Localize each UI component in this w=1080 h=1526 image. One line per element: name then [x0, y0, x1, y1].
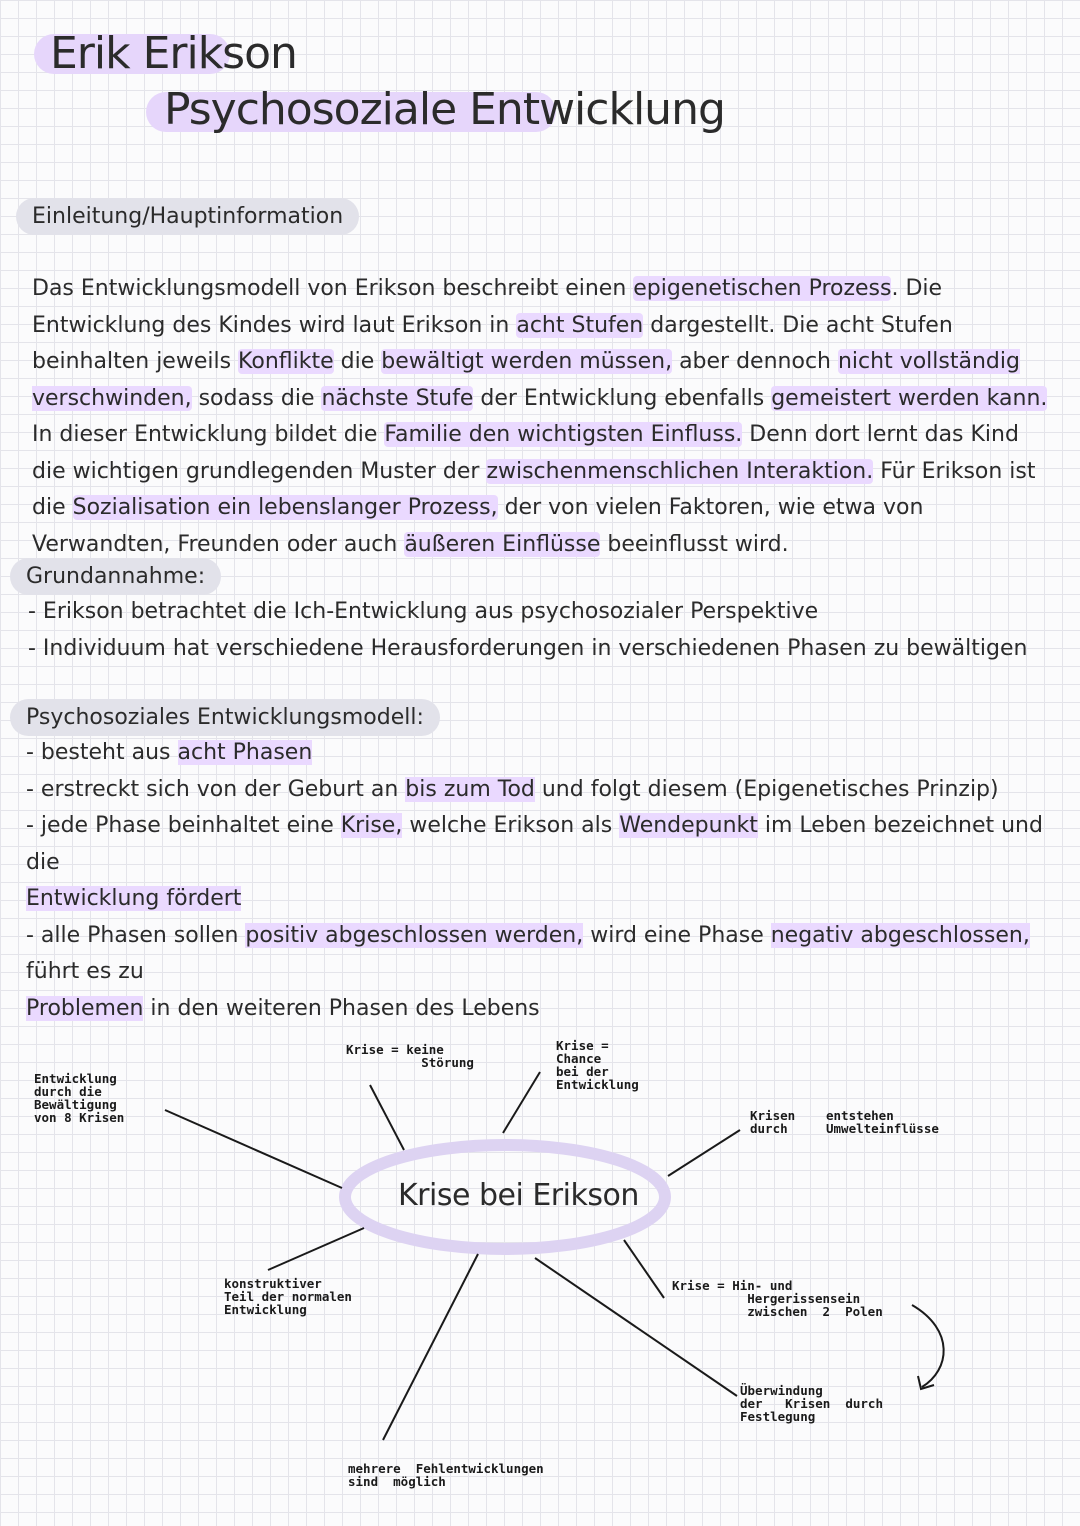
node-line: Umwelteinflüsse	[826, 1121, 939, 1136]
node-line: Entwicklung	[224, 1302, 307, 1317]
node-line: Bewältigung	[34, 1097, 117, 1112]
node-konstruktiver-teil	[224, 1277, 352, 1316]
highlighted-text: epigenetischen Prozess	[633, 276, 892, 301]
node-line: Chance	[556, 1051, 602, 1066]
node-umwelteinfluesse	[826, 1109, 939, 1135]
highlighted-text: Sozialisation ein lebenslanger Prozess,	[72, 495, 498, 520]
connector-n5	[268, 1228, 364, 1270]
node-line: Störung	[346, 1055, 474, 1070]
node-entwicklung	[34, 1072, 124, 1124]
highlighted-text: Entwicklung fördert	[26, 886, 242, 911]
text-segment: Denn dort lernt das Kind die wichtigen grundlegenden Muster der	[32, 422, 1019, 484]
highlighted-text: negativ abgeschlossen,	[770, 922, 1030, 948]
page-subtitle: Psychosoziale Entwicklung	[164, 84, 725, 135]
text-segment: in den weiteren Phasen des Lebens	[143, 995, 540, 1021]
node-line: Teil der normalen	[224, 1289, 352, 1304]
highlighted-text: äußeren Einflüsse	[404, 531, 601, 557]
node-hin-und-hergerissen	[672, 1279, 883, 1318]
connector-n1	[165, 1110, 342, 1188]
grundannahme-item: - Erikson betrachtet die Ich-Entwicklung aus psychosozialer Perspektive	[28, 599, 819, 624]
highlighted-text: gemeistert werden kann.	[771, 385, 1048, 411]
text-segment: - alle Phasen sollen	[26, 922, 246, 948]
text-segment: Für Erikson ist die	[32, 458, 1036, 520]
node-fehlentwicklungen	[348, 1462, 544, 1488]
text-segment: die	[333, 349, 382, 374]
text-segment: - erstreckt sich von der Geburt an	[26, 776, 406, 802]
highlighted-text: nicht vollständig verschwinden,	[32, 349, 1020, 411]
curved-arrow-head	[918, 1376, 934, 1389]
node-line: der Krisen durch	[740, 1396, 883, 1411]
text-segment: sodass die	[191, 385, 322, 411]
node-line: von 8 Krisen	[34, 1110, 125, 1125]
node-krisen-durch	[750, 1109, 795, 1135]
highlighted-text: zwischenmenschlichen Interaktion.	[486, 458, 874, 484]
node-line: entstehen	[826, 1108, 894, 1123]
page-title: Erik Erikson	[50, 28, 297, 79]
node-krise-chance	[556, 1039, 639, 1091]
text-segment: dargestellt. Die acht Stufen beinhalten jeweils	[32, 312, 953, 374]
connector-n6	[624, 1240, 664, 1298]
node-line: Krisen	[750, 1108, 796, 1123]
node-line: Festlegung	[740, 1409, 816, 1424]
text-segment: beeinflusst wird.	[600, 531, 789, 557]
highlighted-text: Krise,	[340, 813, 403, 838]
curved-arrow	[912, 1305, 944, 1387]
node-line: bei der	[556, 1064, 609, 1079]
node-line: Krise =	[556, 1038, 609, 1053]
text-segment: . Die Entwicklung des Kindes wird laut Erikson in	[32, 276, 943, 338]
mindmap-center-label: Krise bei Erikson	[398, 1178, 639, 1213]
text-segment: der von vielen Faktoren, wie etwa von Verwandten, Freunden oder auch	[32, 495, 924, 557]
connector-n2	[370, 1085, 404, 1150]
node-line: zwischen 2 Polen	[672, 1304, 883, 1319]
highlighted-text: Familie den wichtigsten Einfluss.	[384, 422, 743, 447]
highlighted-text: positiv abgeschlossen werden,	[245, 922, 584, 948]
intro-label: Einleitung/Hauptinformation	[16, 198, 359, 235]
highlighted-text: acht Phasen	[177, 740, 313, 765]
text-segment: Das Entwicklungsmodell von Erikson beschreibt einen	[32, 276, 634, 301]
highlighted-text: acht Stufen	[516, 312, 644, 338]
highlighted-text: bis zum Tod	[405, 776, 535, 802]
text-segment: der Entwicklung ebenfalls	[473, 385, 772, 411]
node-line: sind möglich	[348, 1474, 446, 1489]
node-line: durch die	[34, 1084, 102, 1099]
highlighted-text: nächste Stufe	[321, 385, 474, 411]
text-segment: - jede Phase beinhaltet eine	[26, 813, 341, 838]
modell-label: Psychosoziales Entwicklungsmodell:	[10, 699, 440, 736]
node-line: Krise = keine	[346, 1042, 444, 1057]
connector-n8	[383, 1254, 478, 1440]
text-segment: In dieser Entwicklung bildet die	[32, 422, 385, 447]
node-line: mehrere Fehlentwicklungen	[348, 1461, 544, 1476]
connector-n3	[503, 1072, 540, 1133]
text-segment: aber dennoch	[672, 349, 838, 374]
text-segment: führt es zu	[26, 959, 144, 984]
highlighted-text: bewältigt werden müssen,	[381, 349, 673, 374]
text-segment: wird eine Phase	[583, 922, 771, 948]
highlighted-text: Problemen	[26, 995, 144, 1021]
node-line: konstruktiver	[224, 1276, 322, 1291]
highlighted-text: Wendepunkt	[619, 813, 758, 838]
connector-n4	[668, 1130, 740, 1176]
node-line: durch	[750, 1121, 788, 1136]
node-ueberwindung	[740, 1384, 883, 1423]
text-segment: - besteht aus	[26, 740, 178, 765]
node-line: Krise = Hin- und	[672, 1278, 793, 1293]
text-segment: und folgt diesem (Epigenetisches Prinzip)	[534, 776, 999, 802]
node-line: Entwicklung	[34, 1071, 117, 1086]
node-line: Entwicklung	[556, 1077, 639, 1092]
grundannahme-label: Grundannahme:	[10, 558, 221, 595]
node-line: Überwindung	[740, 1383, 823, 1398]
grundannahme-item: - Individuum hat verschiedene Herausforderungen in verschiedenen Phasen zu bewältigen	[28, 635, 1028, 661]
highlighted-text: Konflikte	[238, 349, 334, 374]
node-krise-keine-stoerung	[346, 1043, 474, 1069]
text-segment: welche Erikson als	[402, 813, 620, 838]
node-line: Hergerissensein	[672, 1291, 861, 1306]
text-segment: im Leben bezeichnet und die	[26, 813, 1043, 875]
